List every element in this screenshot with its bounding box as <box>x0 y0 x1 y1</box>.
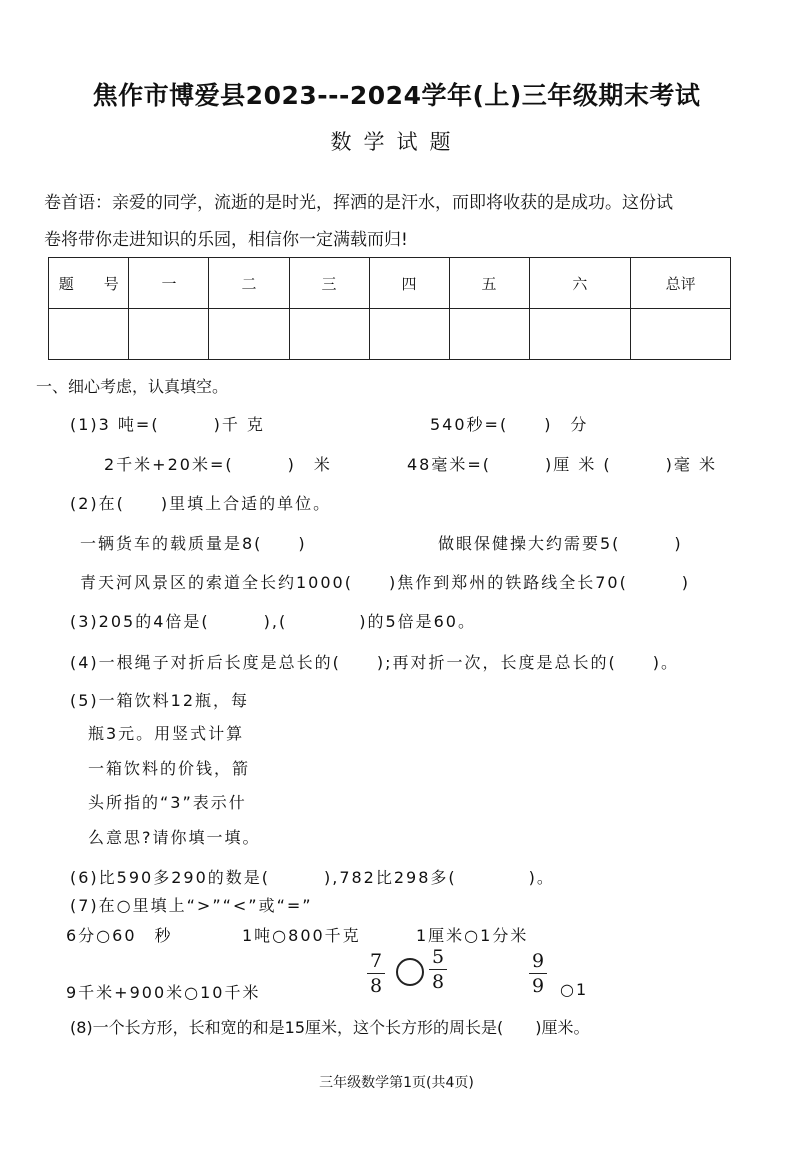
q2-item-c: 青天河风景区的索道全长约1000( )焦作到郑州的铁路线全长70( ) <box>80 573 691 592</box>
q8: (8)一个长方形，长和宽的和是15厘米，这个长方形的周长是( )厘米。 <box>70 1018 590 1037</box>
score-blank-cell[interactable] <box>209 309 289 360</box>
q2-item-b: 做眼保健操大约需要5( ) <box>438 534 683 553</box>
q1-item-a: (1)3 吨=( )千 克 <box>70 415 265 434</box>
fraction-numerator: 5 <box>431 946 445 968</box>
q5-line: (5)一箱饮料12瓶，每 <box>70 691 250 710</box>
intro-line-2: 卷将带你走进知识的乐园，相信你一定满载而归! <box>44 230 408 250</box>
score-header-cell: 总评 <box>631 258 731 309</box>
score-header-cell: 三 <box>289 258 369 309</box>
q4: (4)一根绳子对折后长度是总长的( );再对折一次，长度是总长的( )。 <box>70 653 680 672</box>
score-blank-cell[interactable] <box>289 309 369 360</box>
score-blank-cell[interactable] <box>49 309 129 360</box>
fraction-bar <box>367 973 385 974</box>
q1-item-c: 2千米+20米=( ) 米 <box>104 455 332 474</box>
score-header-cell: 六 <box>529 258 631 309</box>
q1-item-b: 540秒=( ) 分 <box>430 415 589 434</box>
q5-line: 一箱饮料的价钱，箭 <box>88 759 251 778</box>
q7-item-b: 1吨○800千克 <box>242 926 361 945</box>
fraction-numerator: 7 <box>369 950 383 972</box>
section-1-heading: 一、细心考虑，认真填空。 <box>36 377 229 396</box>
score-header-cell: 二 <box>209 258 289 309</box>
fraction-7-8 <box>367 950 385 997</box>
q7-prompt: (7)在○里填上“>”“<”或“=” <box>70 896 313 915</box>
score-blank-cell[interactable] <box>529 309 631 360</box>
q5-line: 瓶3元。用竖式计算 <box>88 724 245 743</box>
q2-item-a: 一辆货车的载质量是8( ) <box>80 534 307 553</box>
fraction-denominator: 8 <box>431 971 445 993</box>
q1-item-d: 48毫米=( )厘 米 ( )毫 米 <box>407 455 717 474</box>
score-table <box>48 257 731 360</box>
fraction-denominator: 9 <box>531 975 545 997</box>
exam-subtitle: 数学试题 <box>330 130 463 154</box>
q7-item-tail: ○1 <box>560 980 589 999</box>
q6: (6)比590多290的数是( ),782比298多( )。 <box>70 868 555 887</box>
score-table-blank-row <box>49 309 731 360</box>
score-blank-cell[interactable] <box>369 309 449 360</box>
q2-prompt: (2)在( )里填上合适的单位。 <box>70 494 332 513</box>
q7-item-d: 9千米+900米○10千米 <box>66 983 261 1002</box>
q7-item-c: 1厘米○1分米 <box>416 926 529 945</box>
page-footer: 三年级数学第1页(共4页) <box>319 1075 474 1091</box>
q7-item-a: 6分○60 秒 <box>66 926 173 945</box>
exam-title: 焦作市博爱县2023---2024学年(上)三年级期末考试 <box>92 81 701 110</box>
fraction-bar <box>429 969 447 970</box>
score-blank-cell[interactable] <box>449 309 529 360</box>
q3: (3)205的4倍是( ),( )的5倍是60。 <box>70 612 476 631</box>
compare-circle[interactable] <box>396 958 424 986</box>
score-header-cell: 四 <box>369 258 449 309</box>
fraction-5-8 <box>429 946 447 993</box>
score-header-cell: 题 号 <box>49 258 129 309</box>
score-blank-cell[interactable] <box>631 309 731 360</box>
q5-line: 头所指的“3”表示什 <box>88 793 247 812</box>
intro-line-1: 卷首语：亲爱的同学，流逝的是时光，挥洒的是汗水，而即将收获的是成功。这份试 <box>44 193 673 213</box>
fraction-bar <box>529 973 547 974</box>
score-blank-cell[interactable] <box>129 309 209 360</box>
fraction-denominator: 8 <box>369 975 383 997</box>
score-header-cell: 五 <box>449 258 529 309</box>
q5-line: 么意思?请你填一填。 <box>88 828 261 847</box>
score-header-cell: 一 <box>129 258 209 309</box>
score-table-header-row <box>49 258 731 309</box>
fraction-9-9 <box>529 950 547 997</box>
fraction-numerator: 9 <box>531 950 545 972</box>
